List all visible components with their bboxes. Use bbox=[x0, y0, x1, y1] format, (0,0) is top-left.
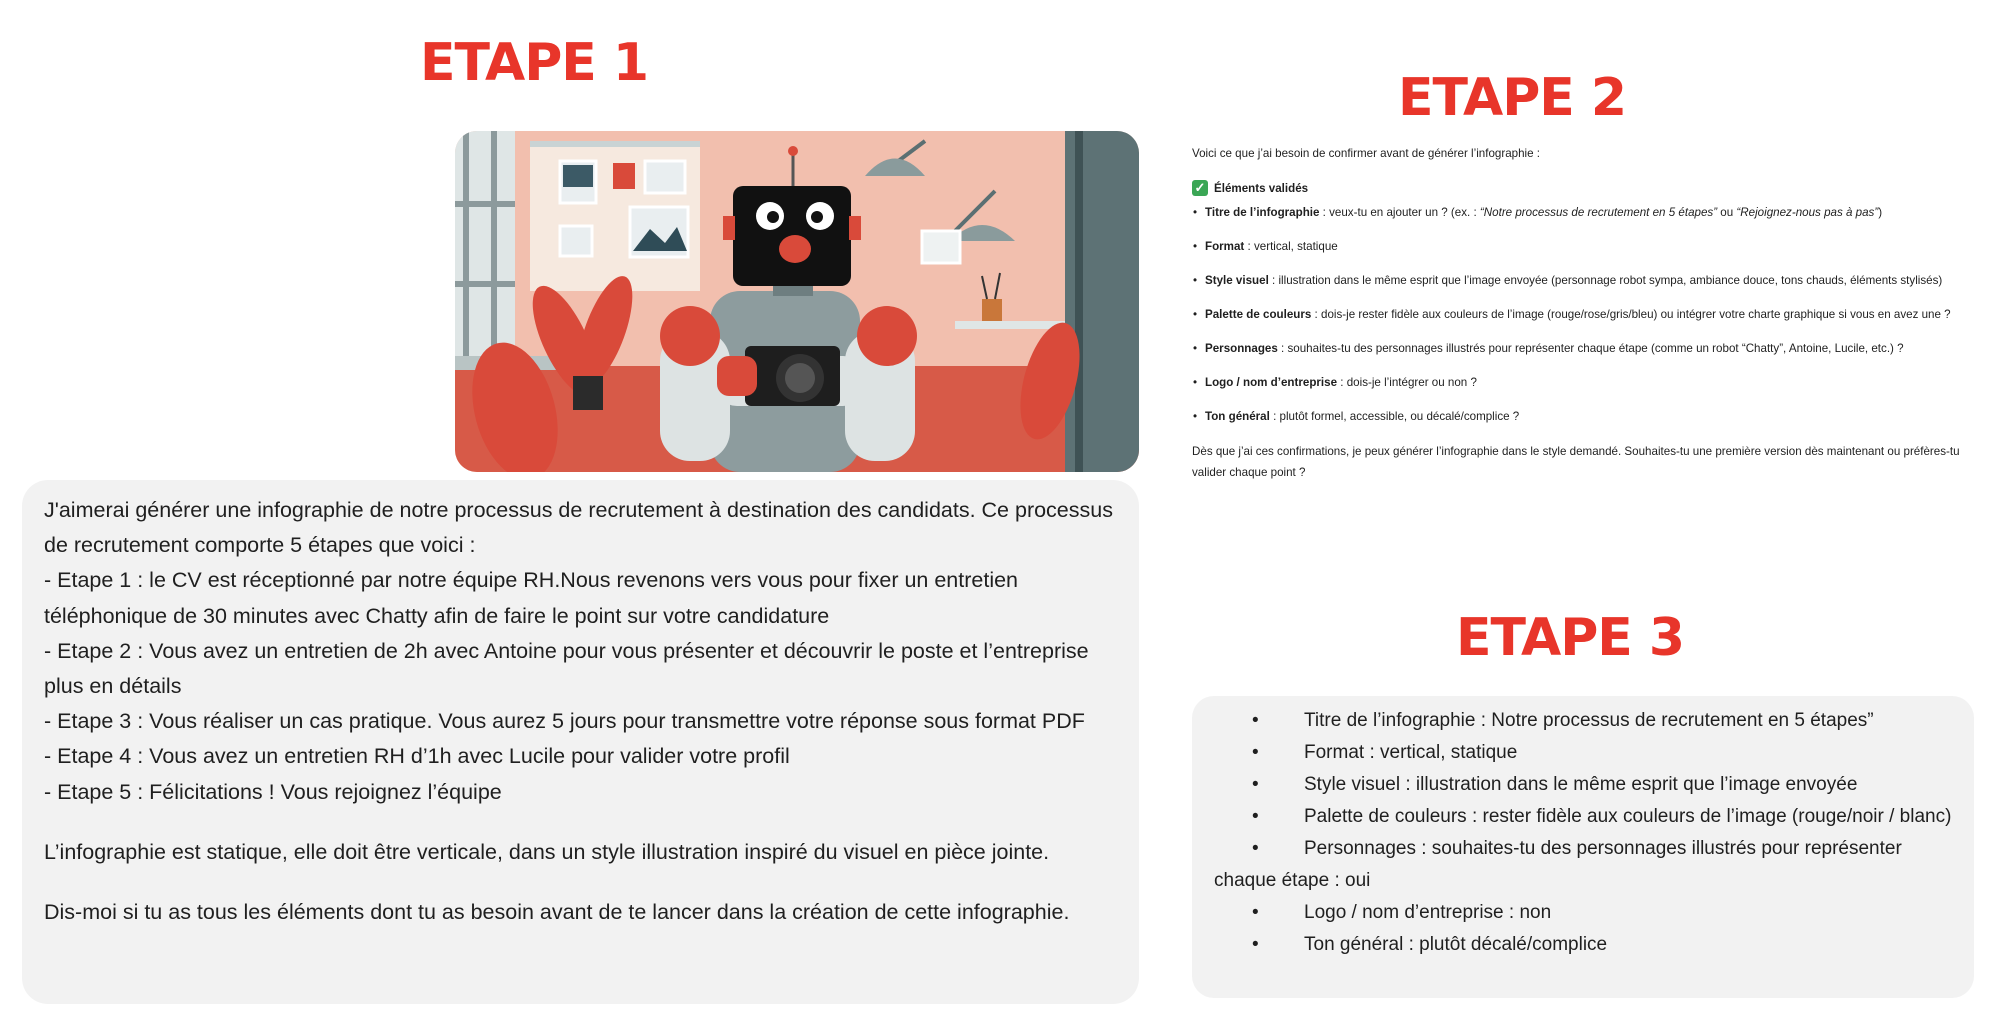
list-item bbox=[1214, 705, 1954, 737]
answer-text: Ton général : plutôt décalé/complice bbox=[1304, 934, 1608, 955]
message-line: - Etape 3 : Vous réaliser un cas pratique. Vous aurez 5 jours pour transmettre votre réponse sous format PDF bbox=[44, 709, 1085, 734]
list-item bbox=[1192, 202, 1996, 223]
item-text: ) bbox=[1878, 206, 1883, 219]
list-item bbox=[1192, 236, 1996, 257]
answer-text: Format : vertical, statique bbox=[1304, 742, 1518, 763]
item-label: Format bbox=[1205, 240, 1245, 253]
item-example: “Notre processus de recrutement en 5 étapes” bbox=[1479, 206, 1718, 219]
message-line: J'aimerai générer une infographie de notre processus de recrutement à destination des candidats. Ce processus de recrutement comporte 5 étapes que voici : bbox=[44, 498, 1113, 558]
bullet: • bbox=[1252, 774, 1259, 795]
message-line: - Etape 4 : Vous avez un entretien RH d’1h avec Lucile pour valider votre profil bbox=[44, 744, 790, 769]
assistant-outro: Dès que j’ai ces confirmations, je peux générer l’infographie dans le style demandé. Souhaites-tu une première version dès maintenant ou préfères-tu valider chaque point ? bbox=[1192, 445, 1960, 479]
user-message-bubble bbox=[22, 480, 1139, 1004]
robot-illustration bbox=[455, 131, 1139, 472]
item-text: : veux-tu en ajouter un ? (ex. : bbox=[1319, 206, 1480, 219]
item-label: Personnages bbox=[1205, 342, 1278, 355]
list-item bbox=[1214, 737, 1954, 769]
list-item bbox=[1192, 304, 1996, 325]
answer-text: Logo / nom d’entreprise : non bbox=[1304, 902, 1552, 923]
item-text: : illustration dans le même esprit que l’image envoyée (personnage robot sympa, ambiance douce, tons chauds, éléments stylisés) bbox=[1268, 274, 1943, 287]
section-header bbox=[1192, 180, 1996, 196]
item-text: : vertical, statique bbox=[1244, 240, 1338, 253]
item-text: : dois-je l’intégrer ou non ? bbox=[1337, 376, 1477, 389]
answer-text: Style visuel : illustration dans le même esprit que l’image envoyée bbox=[1304, 774, 1858, 795]
answer-text: Palette de couleurs : rester fidèle aux couleurs de l’image (rouge/noir / blanc) bbox=[1304, 806, 1952, 827]
list-item bbox=[1214, 801, 1954, 833]
list-item bbox=[1214, 833, 1954, 897]
list-item bbox=[1192, 406, 1996, 427]
item-text: ou bbox=[1717, 206, 1737, 219]
item-text: : plutôt formel, accessible, ou décalé/complice ? bbox=[1269, 410, 1520, 423]
message-line: - Etape 5 : Félicitations ! Vous rejoignez l’équipe bbox=[44, 779, 502, 804]
item-text: : souhaites-tu des personnages illustrés pour représenter chaque étape (comme un robot “Chatty”, Antoine, Lucile, etc.) ? bbox=[1277, 342, 1904, 355]
answer-text: Titre de l’infographie : Notre processus de recrutement en 5 étapes” bbox=[1304, 710, 1874, 731]
answers-bubble bbox=[1192, 696, 1974, 998]
item-example: “Rejoignez-nous pas à pas” bbox=[1736, 206, 1879, 219]
item-label: Style visuel bbox=[1205, 274, 1269, 287]
bullet: • bbox=[1252, 742, 1259, 763]
item-label: Titre de l’infographie bbox=[1205, 206, 1320, 219]
item-label: Logo / nom d’entreprise bbox=[1205, 376, 1338, 389]
list-item bbox=[1192, 338, 1996, 359]
answer-text: Personnages : souhaites-tu des personnages illustrés pour représenter chaque étape : oui bbox=[1214, 838, 1902, 891]
bullet: • bbox=[1252, 710, 1259, 731]
bullet: • bbox=[1252, 902, 1259, 923]
message-line: - Etape 2 : Vous avez un entretien de 2h avec Antoine pour vous présenter et découvrir le poste et l’entreprise plus en détails bbox=[44, 638, 1089, 699]
etape-3-title: ETAPE 3 bbox=[1456, 608, 1685, 668]
message-line: - Etape 1 : le CV est réceptionné par notre équipe RH.Nous revenons vers vous pour fixer un entretien téléphonique de 30 minutes avec Chatty afin de faire le point sur votre candidature bbox=[44, 568, 1019, 628]
etape-1-title: ETAPE 1 bbox=[420, 33, 649, 93]
list-item bbox=[1192, 270, 1996, 291]
bullet: • bbox=[1252, 934, 1259, 955]
etape-2-title: ETAPE 2 bbox=[1398, 68, 1627, 128]
list-item bbox=[1214, 929, 1954, 961]
assistant-intro: Voici ce que j’ai besoin de confirmer avant de générer l’infographie : bbox=[1192, 147, 1541, 160]
bullet: • bbox=[1252, 806, 1259, 827]
assistant-message bbox=[1192, 140, 1996, 483]
section-title: Éléments validés bbox=[1214, 181, 1309, 195]
list-item bbox=[1214, 769, 1954, 801]
item-text: : dois-je rester fidèle aux couleurs de l’image (rouge/rose/gris/bleu) ou intégrer votre charte graphique si vous en avez une ? bbox=[1311, 308, 1951, 321]
item-label: Palette de couleurs bbox=[1205, 308, 1312, 321]
check-mark-icon: ✓ bbox=[1192, 180, 1208, 196]
list-item bbox=[1214, 897, 1954, 929]
item-label: Ton général bbox=[1205, 410, 1270, 423]
list-item bbox=[1192, 372, 1996, 393]
message-paragraph: L’infographie est statique, elle doit être verticale, dans un style illustration inspiré du visuel en pièce jointe. bbox=[44, 839, 1050, 864]
message-paragraph: Dis-moi si tu as tous les éléments dont tu as besoin avant de te lancer dans la création de cette infographie. bbox=[44, 900, 1070, 925]
validated-items-list bbox=[1192, 202, 1996, 427]
bullet: • bbox=[1252, 838, 1259, 859]
